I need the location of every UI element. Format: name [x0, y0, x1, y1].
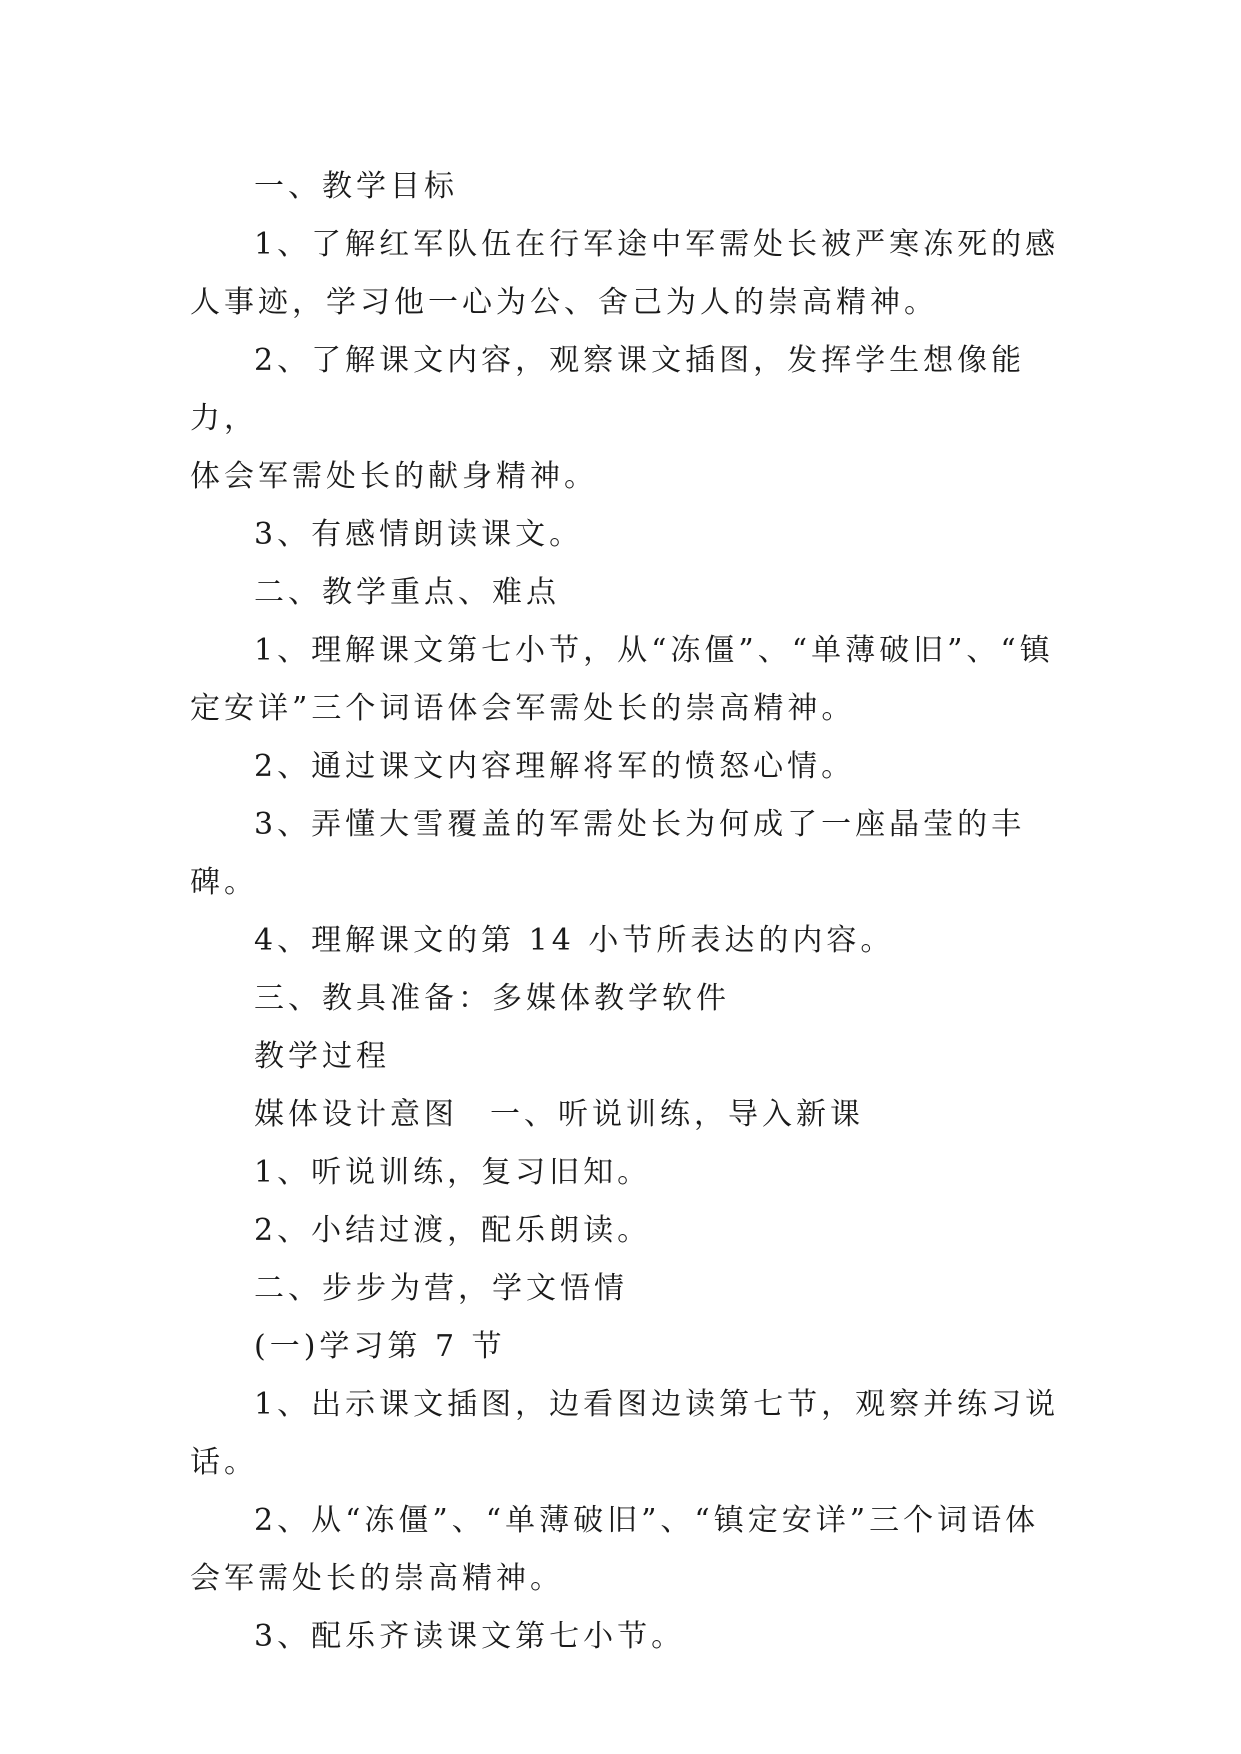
paragraph-line: 3、有感情朗读课文。: [254, 517, 584, 552]
paragraph-line: 1、出示课文插图，边看图边读第七节，观察并练习说: [254, 1387, 1060, 1422]
paragraph-line: 1、了解红军队伍在行军途中军需处长被严寒冻死的感: [254, 227, 1060, 262]
paragraph-line: 4、理解课文的第 14 小节所表达的内容。: [254, 923, 895, 958]
paragraph-line: 会军需处长的崇高精神。: [190, 1561, 564, 1596]
section-heading-intro: 一、听说训练，导入新课: [490, 1097, 864, 1132]
paragraph-line: 人事迹，学习他一心为公、舍己为人的崇高精神。: [190, 285, 938, 320]
heading-teaching-tools: 三、教具准备：多媒体教学软件: [254, 981, 730, 1016]
media-design-line: [190, 1086, 1060, 1144]
paragraph-line: 2、通过课文内容理解将军的愤怒心情。: [254, 749, 856, 784]
document-body: [190, 158, 1060, 1666]
paragraph-line: 体会军需处长的献身精神。: [190, 459, 598, 494]
paragraph-line: 1、理解课文第七小节，从“冻僵”、“单薄破旧”、“镇: [254, 633, 1054, 668]
section-heading-study: 二、步步为营，学文悟情: [254, 1271, 628, 1306]
heading-key-points: 二、教学重点、难点: [254, 575, 560, 610]
subsection-heading: (一)学习第 7 节: [254, 1329, 506, 1364]
paragraph-line: 定安详”三个词语体会军需处长的崇高精神。: [190, 691, 856, 726]
heading-teaching-goals: 一、教学目标: [254, 169, 458, 204]
paragraph-line: 2、小结过渡，配乐朗读。: [254, 1213, 652, 1248]
paragraph-line: 话。: [190, 1445, 258, 1480]
media-design-label: 媒体设计意图: [254, 1097, 458, 1132]
paragraph-line: 2、了解课文内容，观察课文插图，发挥学生想像能力，: [190, 343, 1026, 436]
heading-teaching-process: 教学过程: [254, 1039, 390, 1074]
paragraph-line: 3、配乐齐读课文第七小节。: [254, 1619, 686, 1654]
paragraph-line: 2、从“冻僵”、“单薄破旧”、“镇定安详”三个词语体: [254, 1503, 1040, 1538]
paragraph-line: 1、听说训练，复习旧知。: [254, 1155, 652, 1190]
paragraph-line: 3、弄懂大雪覆盖的军需处长为何成了一座晶莹的丰碑。: [190, 807, 1026, 900]
